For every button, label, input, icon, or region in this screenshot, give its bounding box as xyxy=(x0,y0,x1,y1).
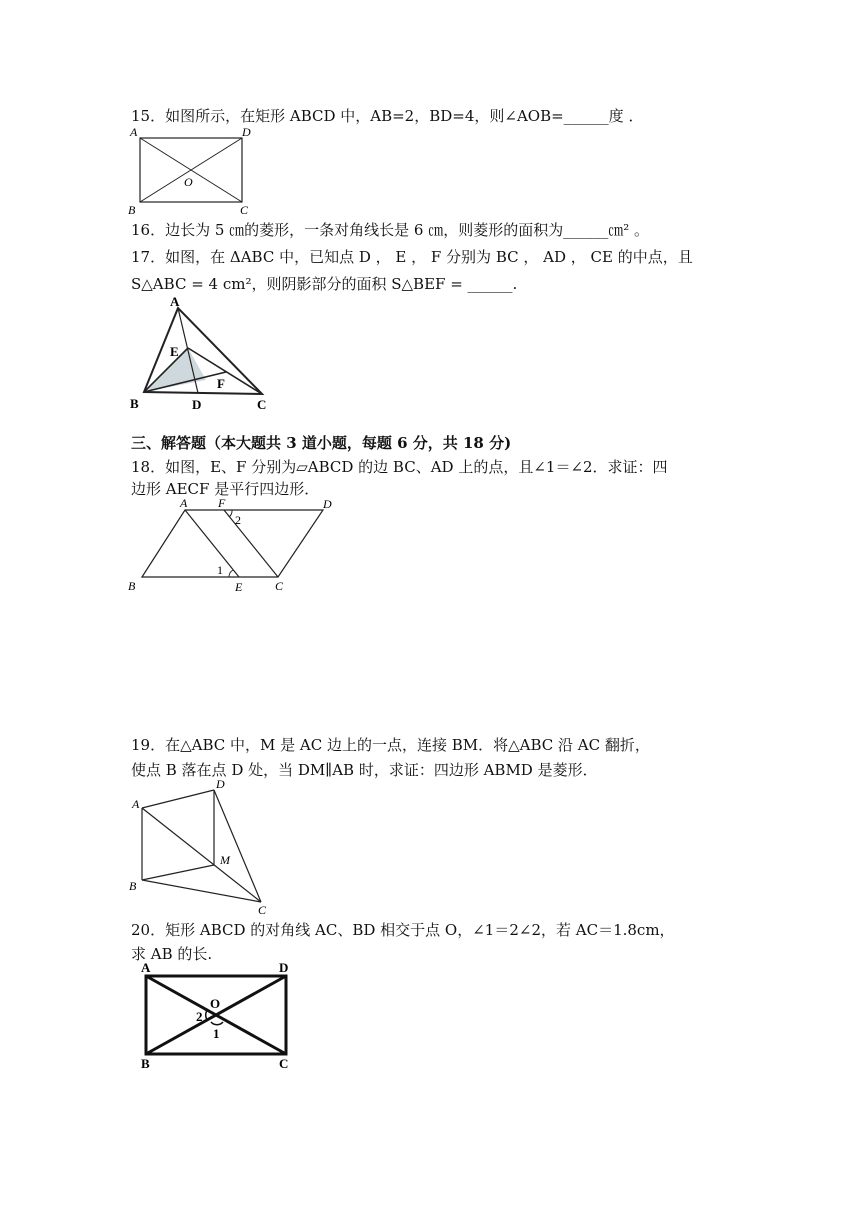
q18-line1: 18．如图，E、F 分别为▱ABCD 的边 BC、AD 上的点，且∠1＝∠2．求证：四 xyxy=(131,458,668,476)
q19-label-c: C xyxy=(258,903,267,916)
q17-line1: 17．如图，在 ΔABC 中，已知点 D ， E ， F 分别为 BC ， AD ， CE 的中点，且 xyxy=(131,248,693,266)
q19-label-d: D xyxy=(216,777,225,791)
q20-label-b: B xyxy=(141,1056,150,1070)
q18-label-d: D xyxy=(323,497,332,511)
q18-label-2: 2 xyxy=(235,513,241,527)
q15-figure xyxy=(126,126,256,218)
q19-segment-bc xyxy=(142,880,261,902)
q18-angle-1-arc xyxy=(229,570,233,577)
q18-segment-fc xyxy=(224,510,278,577)
q18-segment-ae xyxy=(185,510,239,577)
q18-figure xyxy=(126,496,346,596)
q17-label-e: E xyxy=(170,344,179,359)
q19-line2: 使点 B 落在点 D 处，当 DM∥AB 时，求证：四边形 ABMD 是菱形． xyxy=(131,761,598,779)
q20-label-d: D xyxy=(279,960,289,975)
q18-label-a: A xyxy=(180,496,188,510)
q18-label-e: E xyxy=(235,580,243,594)
q19-segment-bm xyxy=(142,865,214,880)
q16-text: 16．边长为 5 ㎝的菱形，一条对角线长是 6 ㎝，则菱形的面积为______㎝² 。 xyxy=(131,221,650,239)
q18-label-1: 1 xyxy=(217,563,223,577)
q20-label-1: 1 xyxy=(213,1026,220,1041)
q20-label-a: A xyxy=(141,960,151,975)
q15-text: 15．如图所示，在矩形 ABCD 中，AB=2，BD=4，则∠AOB=______度 ． xyxy=(131,107,644,125)
q19-label-m: M xyxy=(220,853,230,867)
q17-figure xyxy=(126,292,276,412)
q17-label-a: A xyxy=(170,294,180,309)
q18-line2: 边形 AECF 是平行四边形． xyxy=(131,480,320,498)
q20-label-2: 2 xyxy=(196,1009,203,1024)
q18-label-f: F xyxy=(218,496,226,510)
q17-line2: S△ABC = 4 cm²，则阴影部分的面积 S△BEF = ______. xyxy=(131,275,518,293)
q20-label-o: O xyxy=(210,996,221,1011)
q19-label-b: B xyxy=(129,879,137,893)
q17-label-d: D xyxy=(192,397,202,412)
q15-label-a: A xyxy=(130,126,138,139)
q19-figure xyxy=(126,776,276,916)
q15-label-b: B xyxy=(128,203,136,217)
q15-label-d: D xyxy=(242,126,251,139)
q18-label-b: B xyxy=(128,579,136,593)
q19-line1: 19．在△ABC 中，M 是 AC 边上的一点，连接 BM．将△ABC 沿 AC 翻折， xyxy=(131,736,650,754)
q20-figure xyxy=(126,958,316,1070)
section3-title: 三、解答题（本大题共 3 道小题，每题 6 分，共 18 分) xyxy=(131,434,512,452)
q19-segment-dc xyxy=(214,790,261,902)
q18-label-c: C xyxy=(275,579,284,593)
q20-angle-1-arc xyxy=(211,1022,223,1025)
q20-line1: 20．矩形 ABCD 的对角线 AC、BD 相交于点 O，∠1＝2∠2，若 AC＝1.8cm， xyxy=(131,921,675,939)
q15-label-c: C xyxy=(240,203,249,217)
q19-label-a: A xyxy=(132,797,140,811)
q19-segment-ad xyxy=(142,790,214,808)
q17-label-c: C xyxy=(257,397,267,412)
q18-angle-2-arc xyxy=(229,510,232,517)
q19-segment-ac xyxy=(142,808,261,902)
q15-label-o: O xyxy=(184,175,193,189)
q17-label-b: B xyxy=(130,396,139,411)
q20-line2: 求 AB 的长. xyxy=(131,945,213,963)
q17-label-f: F xyxy=(217,376,225,391)
q20-label-c: C xyxy=(279,1056,289,1070)
